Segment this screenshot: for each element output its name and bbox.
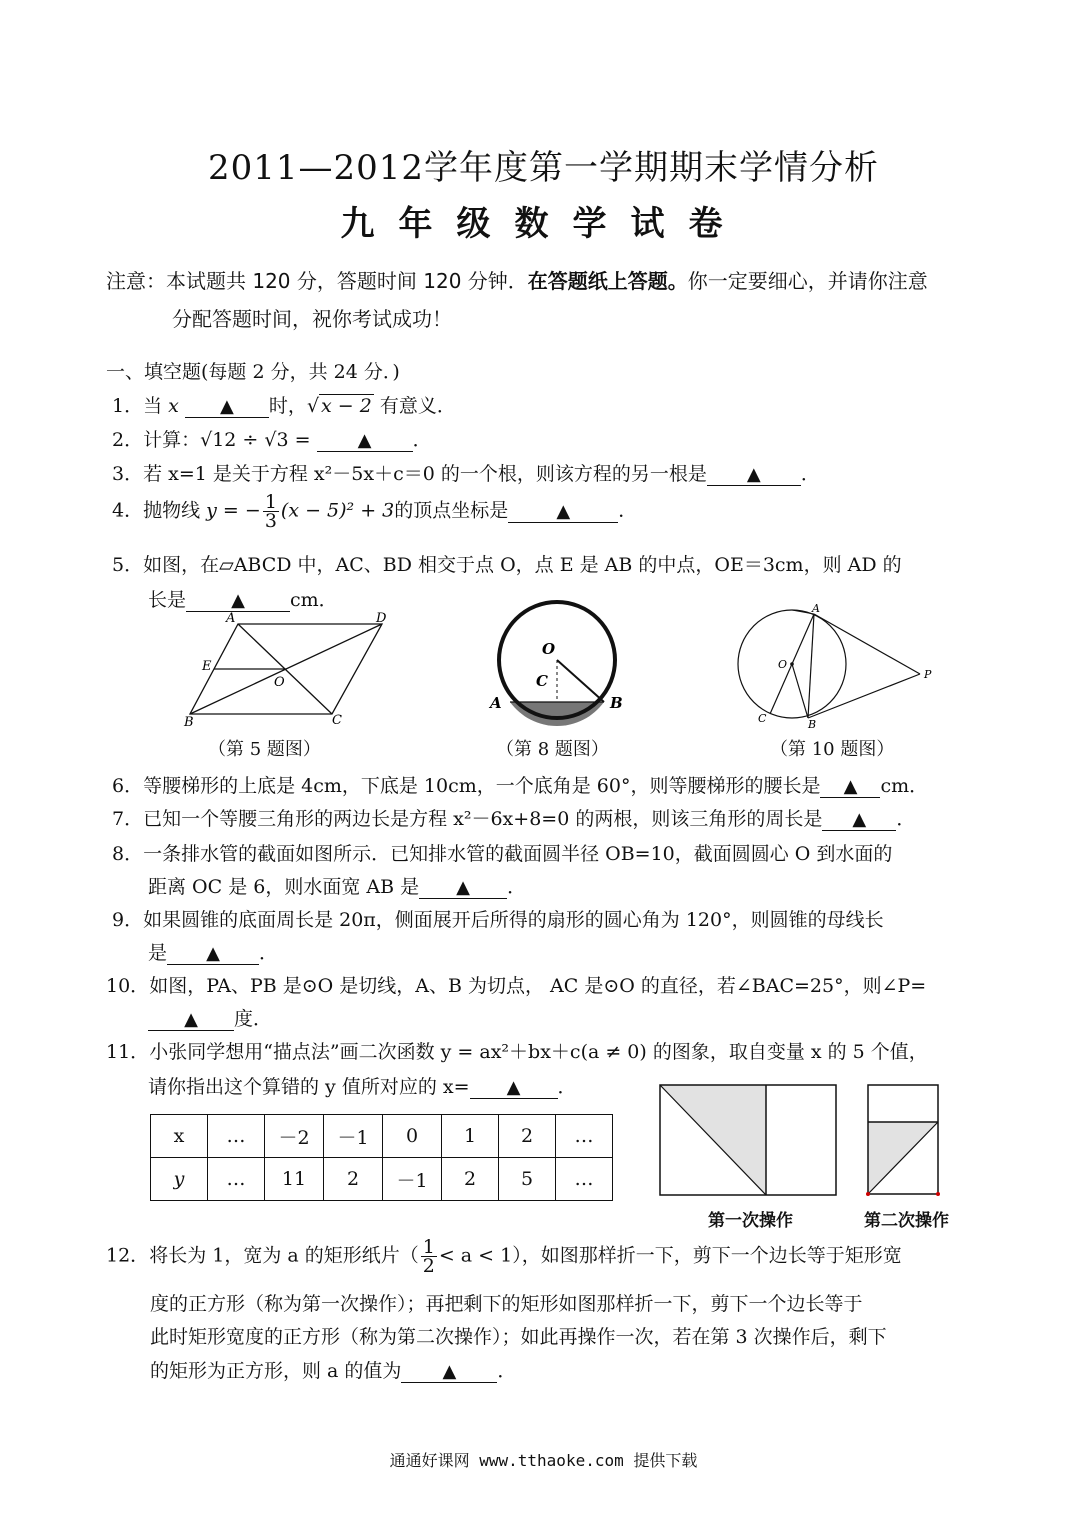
question-1: 1．当 x ▲ 时，√ x − 2 有意义．	[112, 395, 456, 417]
answer-blank[interactable]: ▲	[508, 501, 618, 523]
fig5-label-B: B	[184, 715, 194, 728]
question-11-table	[150, 1114, 613, 1201]
first-operation-caption: 第一次操作	[708, 1211, 793, 1231]
answer-blank[interactable]: ▲	[707, 464, 801, 486]
answer-blank[interactable]: ▲	[186, 590, 290, 612]
figure-10-caption: （第 10 题图）	[770, 739, 895, 760]
figure-10-tangents	[730, 600, 940, 730]
fig10-label-C: C	[758, 712, 767, 725]
fig5-label-A: A	[226, 611, 236, 626]
answer-blank[interactable]: ▲	[820, 776, 880, 798]
question-10-line-2: ▲ 度．	[148, 1004, 272, 1031]
exam-subtitle: 九年级数学试卷	[340, 204, 747, 244]
question-8-line-1: 8．一条排水管的截面如图所示．已知排水管的截面圆半径 OB=10，截面圆圆心 O 到水面的	[112, 843, 893, 865]
answer-blank[interactable]: ▲	[317, 430, 413, 452]
question-4: 4．抛物线 y = − $\frac{1}{3}$ (x − 5)² + 3的顶点坐标是 ▲ ．	[112, 491, 638, 532]
answer-blank[interactable]: ▲	[822, 809, 896, 831]
fig5-label-E: E	[202, 659, 212, 674]
figure-8-caption: （第 8 题图）	[496, 739, 609, 760]
table-row-y: y … 11 2 －1 2 5 …	[151, 1158, 613, 1201]
fig5-label-O: O	[274, 675, 285, 690]
question-10-line-1: 10．如图，PA、PB 是⊙O 是切线，A、B 为切点， AC 是⊙O 的直径，若∠BAC=25°，则∠P=	[106, 975, 927, 997]
exam-title: 2011—2012学年度第一学期期末学情分析	[207, 148, 880, 188]
fig10-label-O: O	[778, 658, 788, 671]
question-7: 7．已知一个等腰三角形的两边长是方程 x²－6x+8=0 的两根，则该三角形的周长是 ▲ ．	[112, 808, 916, 830]
question-9-line-1: 9．如果圆锥的底面周长是 20π，侧面展开后所得的扇形的圆心角为 120°，则圆锥的母线长	[112, 909, 884, 931]
question-8-line-2: 距离 OC 是 6，则水面宽 AB 是 ▲ ．	[148, 876, 527, 898]
figure-second-operation	[862, 1082, 944, 1200]
answer-blank[interactable]: ▲	[470, 1077, 558, 1099]
question-11-line-2: 请你指出这个算错的 y 值所对应的 x= ▲ ．	[148, 1076, 577, 1098]
second-operation-caption: 第二次操作	[864, 1211, 949, 1231]
question-12-line-3: 此时矩形宽度的正方形（称为第二次操作）；如此再操作一次，若在第 3 次操作后，剩下	[150, 1326, 887, 1348]
section-heading: 一、填空题(每题 2 分，共 24 分．)	[106, 361, 400, 383]
question-11-line-1: 11．小张同学想用“描点法”画二次函数 y = ax²＋bx＋c(a ≠ 0) 的图象，取自变量 x 的 5 个值，	[106, 1041, 928, 1063]
fig5-label-C: C	[332, 713, 342, 728]
fig10-label-A: A	[812, 602, 820, 615]
answer-blank[interactable]: ▲	[419, 877, 507, 899]
figure-first-operation	[656, 1082, 840, 1200]
fig8-label-B: B	[610, 694, 623, 712]
question-6: 6．等腰梯形的上底是 4cm，下底是 10cm，一个底角是 60°，则等腰梯形的腰长是 ▲ cm．	[112, 775, 929, 797]
fig10-label-B: B	[808, 718, 817, 730]
question-2: 2．计算：√12 ÷ √3 = ▲ ．	[112, 429, 432, 451]
question-12-line-2: 度的正方形（称为第一次操作）；再把剩下的矩形如图那样折一下，剪下一个边长等于	[150, 1293, 863, 1315]
question-3: 3．若 x=1 是关于方程 x²－5x＋c＝0 的一个根，则该方程的另一根是 ▲ ．	[112, 463, 820, 485]
question-5-line-2: 长是 ▲ cm．	[148, 589, 338, 611]
fig8-label-A: A	[490, 694, 502, 712]
fig8-label-O: O	[542, 640, 556, 658]
answer-blank[interactable]: ▲	[401, 1361, 497, 1383]
notice-line-2: 分配答题时间，祝你考试成功！	[172, 307, 452, 331]
question-9-line-2: 是 ▲ ．	[148, 942, 279, 964]
table-row-x: x … －2 －1 0 1 2 …	[151, 1115, 613, 1158]
question-5-line-1: 5．如图，在▱ABCD 中，AC、BD 相交于点 O，点 E 是 AB 的中点，OE＝3cm，则 AD 的	[112, 554, 902, 576]
figure-5-parallelogram	[180, 608, 410, 728]
question-12-line-1: 12．将长为 1，宽为 a 的矩形纸片（ $\frac{1}{2}$ < a < 1），如图那样折一下，剪下一个边长等于矩形宽	[106, 1236, 902, 1277]
notice-line-1: 注意：本试题共 120 分，答题时间 120 分钟．在答题纸上答题。你一定要细心，并请你注意	[106, 269, 928, 293]
answer-blank[interactable]: ▲	[185, 396, 269, 418]
fig5-label-D: D	[376, 611, 387, 626]
answer-blank[interactable]: ▲	[167, 943, 259, 965]
question-12-line-4: 的矩形为正方形，则 a 的值为 ▲ ．	[150, 1360, 517, 1382]
footer-download-note: 通通好课网 www.tthaoke.com 提供下载	[389, 1451, 698, 1470]
figure-8-pipe	[484, 598, 634, 728]
fig8-label-C: C	[536, 672, 548, 690]
fig10-label-P: P	[924, 668, 932, 681]
answer-blank[interactable]: ▲	[148, 1009, 234, 1031]
figure-5-caption: （第 5 题图）	[208, 739, 321, 760]
